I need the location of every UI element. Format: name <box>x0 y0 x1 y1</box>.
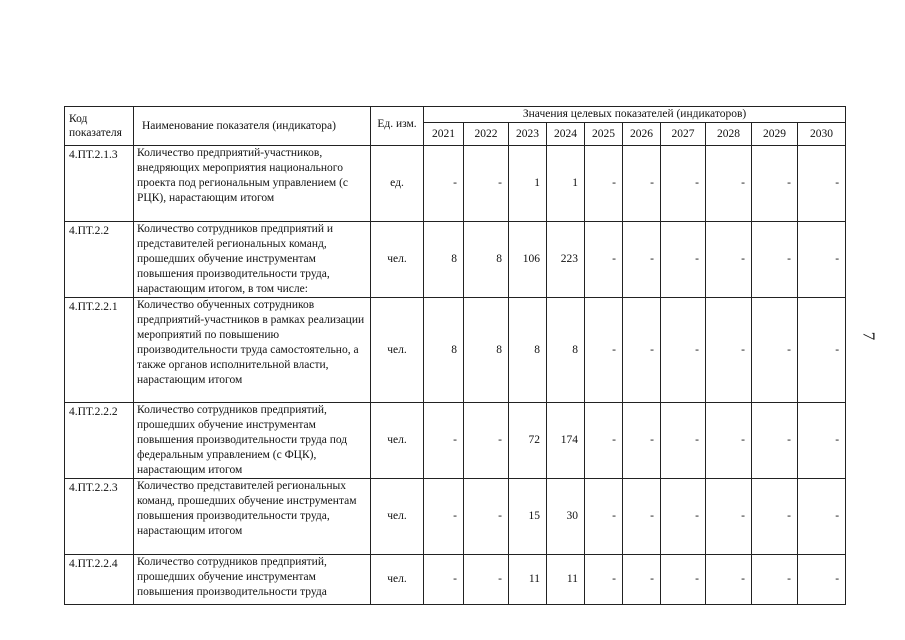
table-row <box>65 146 846 222</box>
table-row <box>65 479 846 555</box>
table-row <box>65 403 846 479</box>
header-code: Код показателя <box>65 107 134 146</box>
row-value: 1 <box>547 146 585 222</box>
row-name: Количество сотрудников предприятий, прошедших обучение инструментам повышения производительности труда под федеральным управлением (с ФЦК), нарастающим итогом <box>134 403 371 479</box>
header-year: 2026 <box>623 123 661 146</box>
table-row <box>65 298 846 403</box>
row-value: - <box>623 146 661 222</box>
row-value: 15 <box>509 479 547 555</box>
row-value: 8 <box>547 298 585 403</box>
row-name: Количество обученных сотрудников предприятий-участников в рамках реализации мероприятий по повышению производительности труда самостоятельно, а также органов исполнительной власти, нарастающим итогом <box>134 298 371 403</box>
row-value: 30 <box>547 479 585 555</box>
row-value: - <box>585 222 623 298</box>
row-value: - <box>661 146 706 222</box>
header-year: 2030 <box>798 123 846 146</box>
header-year: 2029 <box>752 123 798 146</box>
row-value: - <box>661 479 706 555</box>
row-value: - <box>424 479 464 555</box>
row-value: - <box>585 555 623 605</box>
row-value: - <box>585 146 623 222</box>
row-code: 4.ПТ.2.2 <box>65 222 134 298</box>
indicators-table <box>64 106 846 605</box>
row-value: - <box>623 403 661 479</box>
table-row <box>65 555 846 605</box>
row-value: - <box>798 479 846 555</box>
header-year: 2025 <box>585 123 623 146</box>
row-code: 4.ПТ.2.1.3 <box>65 146 134 222</box>
row-value: - <box>464 403 509 479</box>
row-value: - <box>585 479 623 555</box>
row-value: - <box>752 222 798 298</box>
table-header <box>65 107 846 146</box>
row-value: - <box>424 555 464 605</box>
row-value: - <box>752 479 798 555</box>
row-value: 8 <box>424 298 464 403</box>
page-bottom-edge <box>0 613 905 640</box>
row-value: 106 <box>509 222 547 298</box>
row-unit: чел. <box>371 479 424 555</box>
row-value: - <box>464 555 509 605</box>
row-value: - <box>798 146 846 222</box>
row-value: 8 <box>464 222 509 298</box>
page-number: 7 <box>859 331 879 341</box>
row-value: - <box>424 403 464 479</box>
row-unit: чел. <box>371 555 424 605</box>
row-value: - <box>585 298 623 403</box>
row-value: - <box>661 555 706 605</box>
row-value: - <box>752 555 798 605</box>
row-value: 8 <box>424 222 464 298</box>
row-value: - <box>706 403 752 479</box>
row-value: - <box>706 479 752 555</box>
row-value: - <box>424 146 464 222</box>
row-value: - <box>585 403 623 479</box>
row-unit: ед. <box>371 146 424 222</box>
row-value: - <box>464 479 509 555</box>
row-value: - <box>661 403 706 479</box>
row-unit: чел. <box>371 222 424 298</box>
row-name: Количество сотрудников предприятий и представителей региональных команд, прошедших обучение инструментам повышения производительности труда, нарастающим итогом, в том числе: <box>134 222 371 298</box>
header-row-top <box>65 107 846 123</box>
header-year: 2028 <box>706 123 752 146</box>
row-value: - <box>661 222 706 298</box>
row-value: 11 <box>547 555 585 605</box>
row-value: - <box>798 298 846 403</box>
row-value: - <box>623 479 661 555</box>
row-value: - <box>706 222 752 298</box>
row-name: Количество предприятий-участников, внедряющих мероприятия национального проекта под региональным управлением (с РЦК), нарастающим итогом <box>134 146 371 222</box>
header-year: 2027 <box>661 123 706 146</box>
header-name: Наименование показателя (индикатора) <box>134 107 371 146</box>
row-name: Количество сотрудников предприятий, прошедших обучение инструментам повышения производительности труда <box>134 555 371 605</box>
row-value: - <box>752 298 798 403</box>
row-value: - <box>706 555 752 605</box>
row-name: Количество представителей региональных команд, прошедших обучение инструментам повышения производительности труда, нарастающим итогом <box>134 479 371 555</box>
row-value: - <box>706 298 752 403</box>
row-value: - <box>661 298 706 403</box>
header-year: 2022 <box>464 123 509 146</box>
row-value: 8 <box>464 298 509 403</box>
row-unit: чел. <box>371 403 424 479</box>
row-value: - <box>752 403 798 479</box>
row-unit: чел. <box>371 298 424 403</box>
header-target-values: Значения целевых показателей (индикаторов) <box>424 107 846 123</box>
row-value: - <box>623 555 661 605</box>
row-value: - <box>706 146 752 222</box>
row-value: 8 <box>509 298 547 403</box>
row-value: - <box>623 222 661 298</box>
header-year: 2024 <box>547 123 585 146</box>
header-year: 2021 <box>424 123 464 146</box>
row-code: 4.ПТ.2.2.2 <box>65 403 134 479</box>
header-year: 2023 <box>509 123 547 146</box>
row-value: - <box>623 298 661 403</box>
row-value: - <box>798 403 846 479</box>
table-body <box>65 146 846 605</box>
row-value: - <box>798 555 846 605</box>
row-value: - <box>752 146 798 222</box>
row-value: - <box>798 222 846 298</box>
row-code: 4.ПТ.2.2.3 <box>65 479 134 555</box>
table-row <box>65 222 846 298</box>
header-unit: Ед. изм. <box>371 107 424 146</box>
row-code: 4.ПТ.2.2.1 <box>65 298 134 403</box>
row-value: 11 <box>509 555 547 605</box>
row-value: 223 <box>547 222 585 298</box>
row-code: 4.ПТ.2.2.4 <box>65 555 134 605</box>
row-value: 174 <box>547 403 585 479</box>
row-value: 72 <box>509 403 547 479</box>
row-value: 1 <box>509 146 547 222</box>
row-value: - <box>464 146 509 222</box>
